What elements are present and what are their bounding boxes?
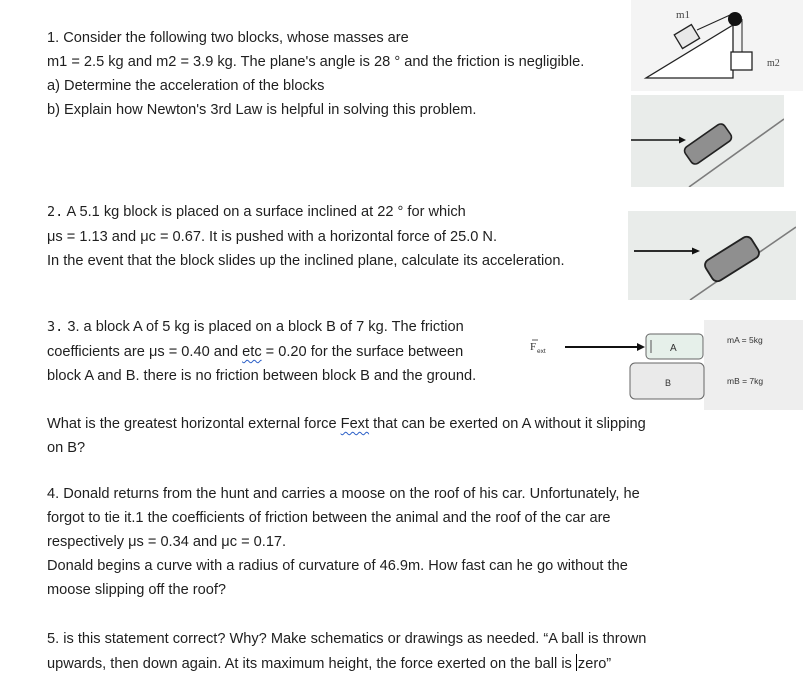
q3-line-4-b: that can be exerted on A without it slipping [369,416,646,432]
q3-line-4 [47,415,646,433]
incline-photo-1 [631,95,784,187]
spell-flag-fext[interactable]: Fext [340,416,370,432]
mass-b-label: mB = 7kg [727,376,764,386]
q1-line-2: m1 = 2.5 kg and m2 = 3.9 kg. The plane's angle is 28 ° and the friction is negligible. [47,54,585,70]
spell-flag-etc[interactable]: etc [242,344,262,360]
q3-line-1-text: 3. a block A of 5 kg is placed on a block B of 7 kg. The friction [67,319,464,335]
m1-label: m1 [676,9,691,21]
block-b-label: B [665,378,672,388]
pulley-incline-figure [631,0,803,91]
q3-line-4-a: What is the greatest horizontal external force [47,416,341,432]
q4-line-1: 4. Donald returns from the hunt and carries a moose on the roof of his car. Unfortunately, he [47,486,640,502]
q2-line-3: In the event that the block slides up the inclined plane, calculate its acceleration. [47,253,565,269]
q3-line-5: on B? [47,440,86,456]
q1-part-a: a) Determine the acceleration of the blocks [47,78,325,94]
q5-line-2-b: zero” [577,656,612,672]
block-a-label: A [670,343,677,354]
q4-line-2: forgot to tie it.1 the coefficients of friction between the animal and the roof of the car are [47,510,611,526]
q2-line-2: μs = 1.13 and μc = 0.67. It is pushed with a horizontal force of 25.0 N. [47,229,498,245]
q2-number: 2. [47,204,64,220]
q3-line-1 [47,318,464,336]
q3-line-2 [47,343,463,361]
q1-part-b: b) Explain how Newton's 3rd Law is helpful in solving this problem. [47,102,477,118]
q3-line-2-a: coefficients are μs = 0.40 and [47,344,243,360]
q3-line-3: block A and B. there is no friction between block B and the ground. [47,368,477,384]
q5-line-1: 5. is this statement correct? Why? Make schematics or drawings as needed. “A ball is thrown [47,631,647,647]
m2-label: m2 [767,58,780,69]
stacked-blocks-figure [520,320,803,410]
fext-label: F [530,341,537,353]
fext-subscript: ext [537,348,546,355]
q5-line-2[interactable] [47,654,611,673]
q4-line-3: respectively μs = 0.34 and μc = 0.17. [47,534,287,550]
q4-line-4: Donald begins a curve with a radius of curvature of 46.9m. How fast can he go without the [47,558,628,574]
q3-line-2-b: = 0.20 for the surface between [261,344,464,360]
q3-number: 3. [47,319,64,335]
incline-photo-2 [628,211,796,300]
q2-line-1-text: A 5.1 kg block is placed on a surface inclined at 22 ° for which [66,204,466,220]
q2-line-1 [47,203,466,221]
q1-line-1: 1. Consider the following two blocks, whose masses are [47,30,409,46]
mass-a-label: mA = 5kg [727,335,763,345]
q4-line-5: moose slipping off the roof? [47,582,227,598]
q5-line-2-a: upwards, then down again. At its maximum height, the force exerted on the ball is [47,656,576,672]
